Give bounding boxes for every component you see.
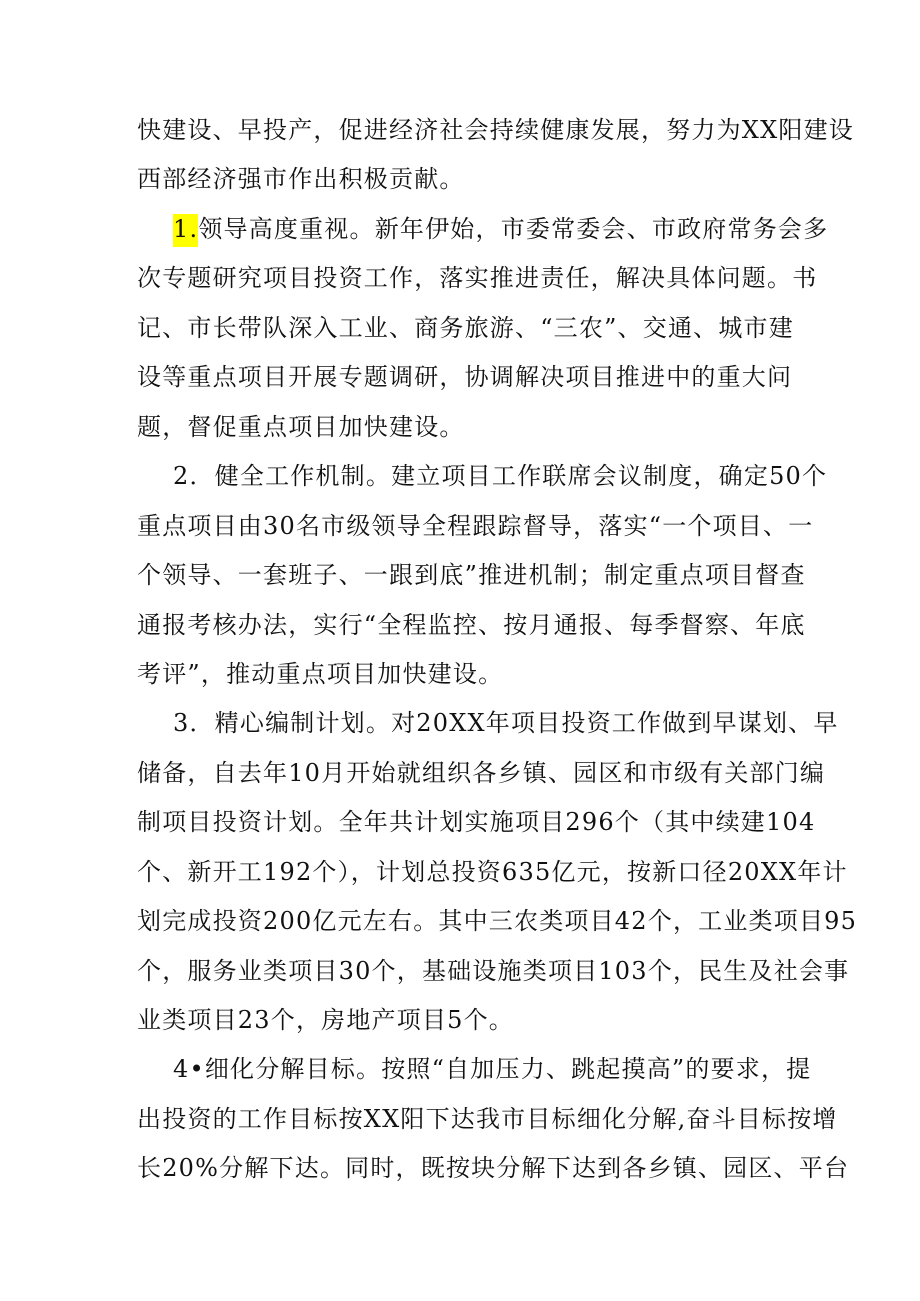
- text-span: 领导高度重视。新年伊始，市委常委会、市政府常务会多: [198, 215, 829, 243]
- text-line: 重点项目由30名市级领导全程跟踪督导，落实“一个项目、一: [137, 512, 814, 540]
- text-line: 次专题研究项目投资工作，落实推进责任，解决具体问题。书: [137, 264, 818, 292]
- text-line: 长20%分解下达。同时，既按块分解下达到各乡镇、园区、平台: [137, 1154, 850, 1182]
- text-line: 储备，自去年10月开始就组织各乡镇、园区和市级有关部门编: [137, 759, 826, 787]
- text-line: 个，服务业类项目30个，基础设施类项目103个，民生及社会事: [137, 957, 850, 985]
- text-line: 西部经济强市作出积极贡献。: [137, 165, 465, 193]
- text-line: 考评”，推动重点项目加快建设。: [137, 660, 504, 688]
- paragraph-1-first-line: [173, 213, 828, 245]
- text-line: 记、市长带队深入工业、商务旅游、“三农”、交通、城市建: [137, 314, 794, 342]
- text-line: 制项目投资计划。全年共计划实施项目296个（其中续建104: [137, 808, 816, 836]
- text-line: 通报考核办法，实行“全程监控、按月通报、每季督察、年底: [137, 611, 806, 639]
- text-line: 个、新开工192个），计划总投资635亿元，按新口径20XX年计: [137, 858, 848, 886]
- highlighted-marker: 1.: [173, 214, 198, 247]
- text-line: 划完成投资200亿元左右。其中三农类项目42个，工业类项目95: [137, 907, 858, 935]
- text-line: 设等重点项目开展专题调研，协调解决项目推进中的重大问: [137, 363, 793, 391]
- text-line: 4•细化分解目标。按照“自加压力、跳起摸高”的要求，提: [173, 1055, 812, 1083]
- text-line: 出投资的工作目标按XX阳下达我市目标细化分解,奋斗目标按增: [137, 1105, 838, 1133]
- text-line: 个领导、一套班子、一跟到底”推进机制；制定重点项目督查: [137, 561, 806, 589]
- text-line: 业类项目23个，房地产项目5个。: [137, 1006, 515, 1034]
- text-line: 2．健全工作机制。建立项目工作联席会议制度，确定50个: [173, 462, 828, 490]
- text-line: 题，督促重点项目加快建设。: [137, 413, 465, 441]
- text-line: 3．精心编制计划。对20XX年项目投资工作做到早谋划、早: [173, 709, 839, 737]
- text-line: 快建设、早投产，促进经济社会持续健康发展，努力为XX阳建设: [137, 116, 854, 144]
